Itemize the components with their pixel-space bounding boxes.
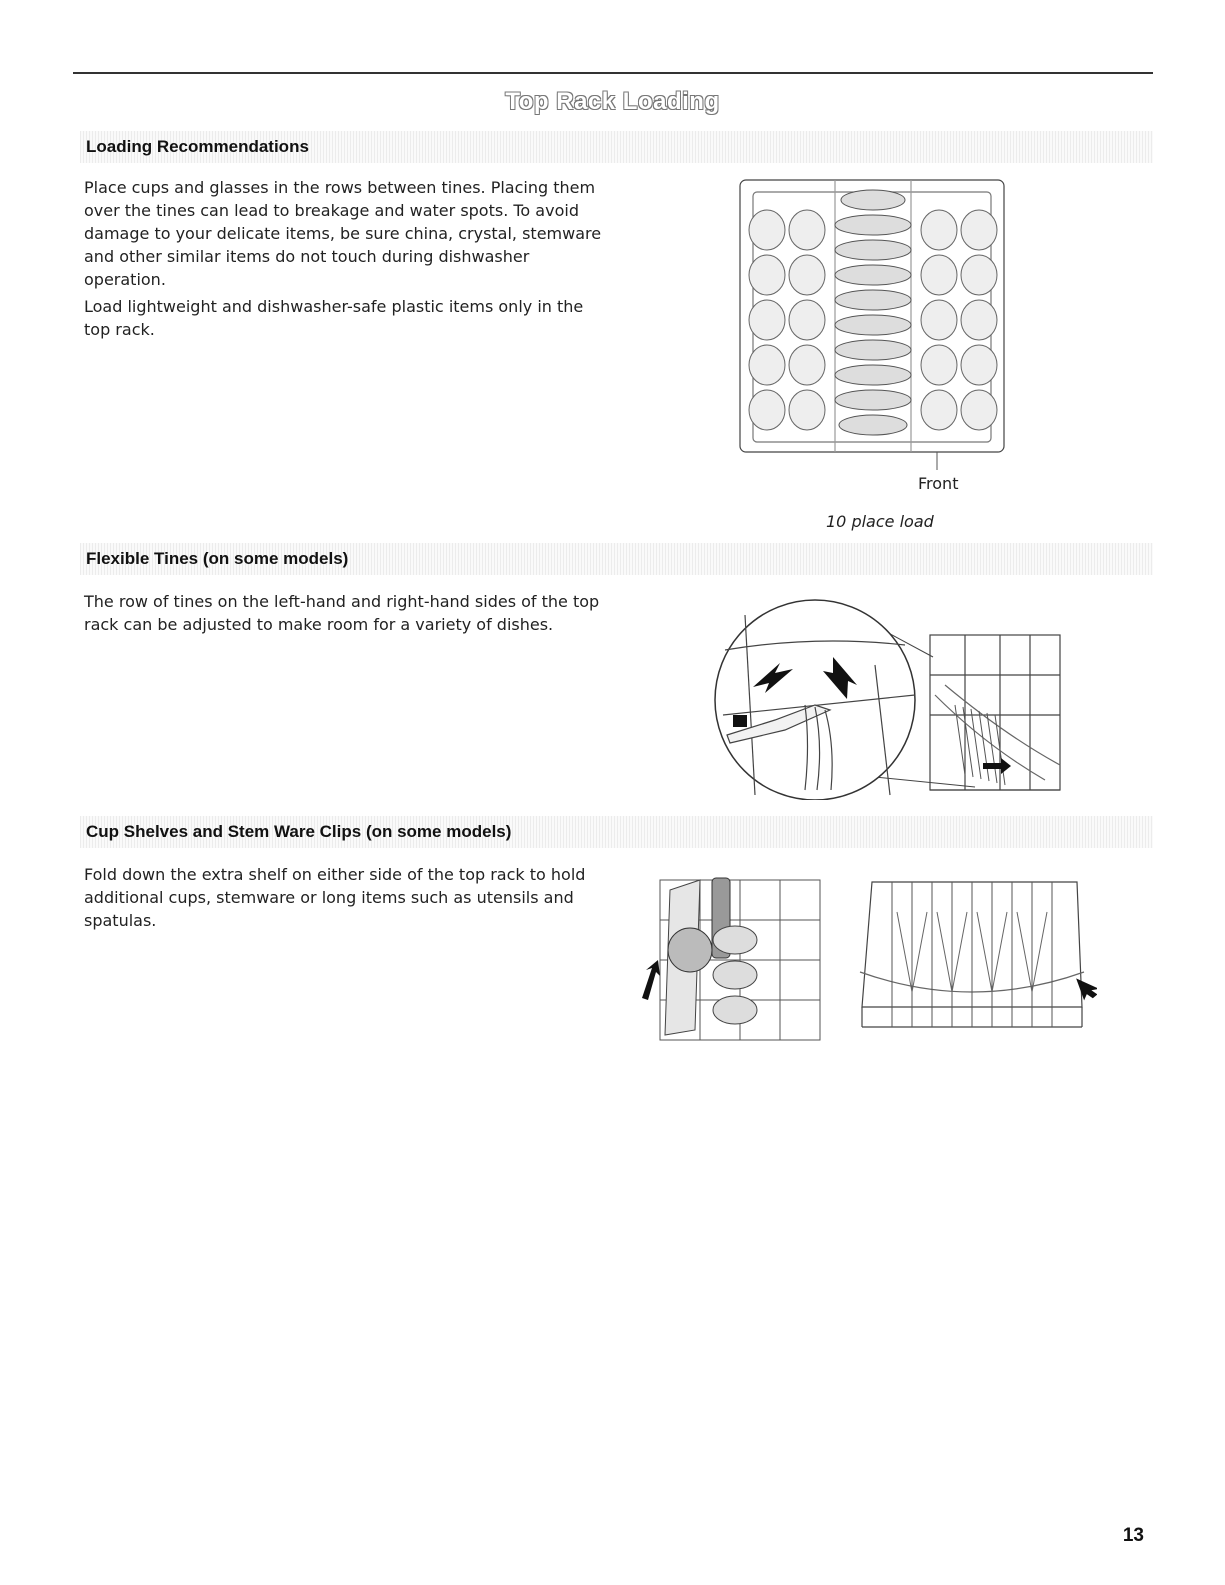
paragraph-loading-2: Load lightweight and dishwasher-safe plastic items only in the top rack. [84, 297, 584, 339]
top-rule [73, 72, 1153, 74]
paragraph-loading-1: Place cups and glasses in the rows between tines. Placing them over the tines can lead to breakage and water spots. To avoid damage to your delicate items, be sure china, crystal, stemware and other similar items do not touch during dishwasher operation. [84, 178, 602, 289]
heading-cup-shelves: Cup Shelves and Stem Ware Clips (on some models) [86, 822, 512, 841]
paragraph-tines-1: The row of tines on the left-hand and right-hand sides of the top rack can be adjusted to make room for a variety of dishes. [84, 592, 600, 634]
figure-label-front: Front [918, 474, 959, 493]
figure-caption-ten-place-load: 10 place load [826, 512, 934, 531]
paragraph-shelves-1: Fold down the extra shelf on either side of the top rack to hold additional cups, stemware or long items such as utensils and spatulas. [84, 865, 586, 930]
cup-shelf-side-illustration [640, 870, 825, 1050]
heading-flexible-tines: Flexible Tines (on some models) [86, 549, 349, 568]
page-number: 13 [1122, 1525, 1144, 1546]
heading-loading-recommendations: Loading Recommendations [86, 137, 309, 156]
top-rack-ten-place-load-illustration [735, 170, 1015, 470]
flexible-tines-illustration [705, 595, 1090, 800]
cup-shelf-front-illustration [852, 872, 1097, 1037]
page-title: Top Rack Loading [505, 88, 720, 115]
